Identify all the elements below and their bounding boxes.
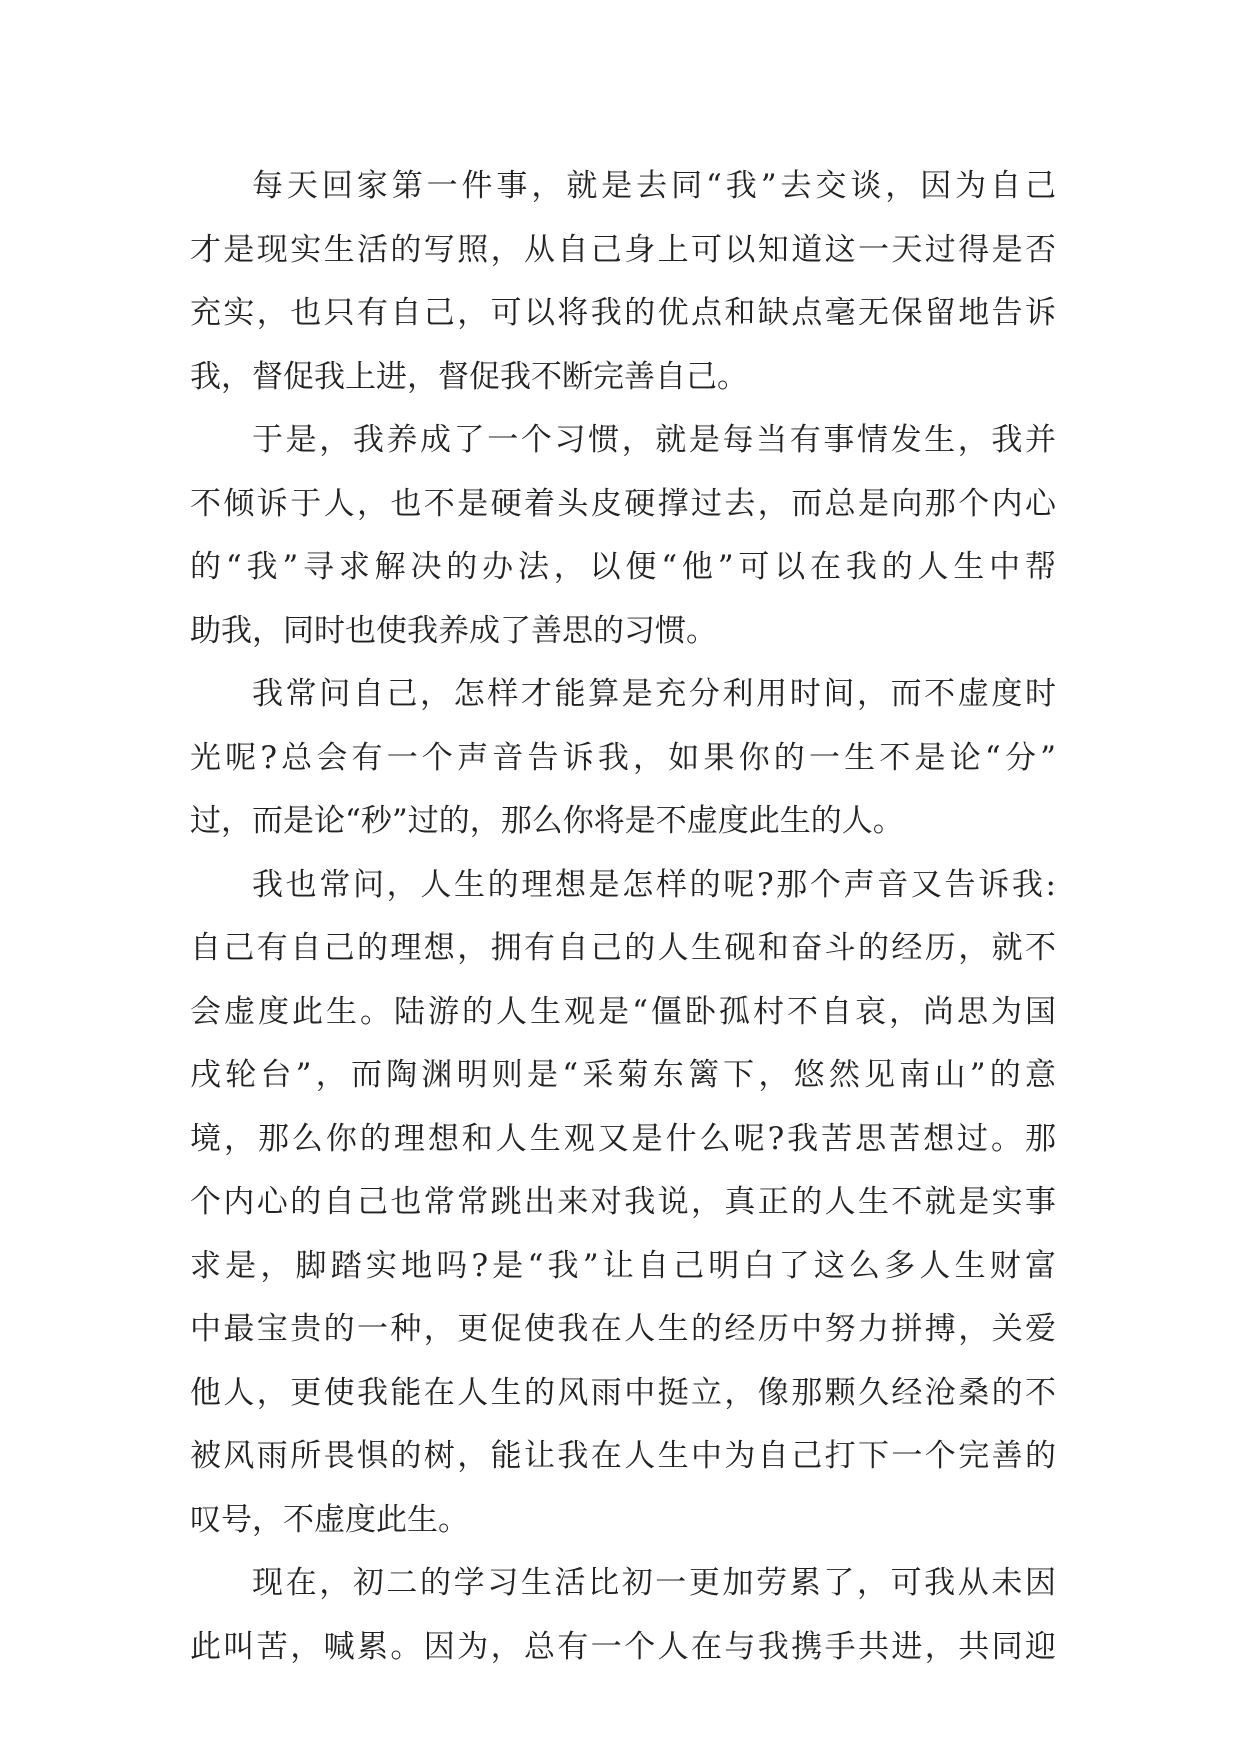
text-line: 才是现实生活的写照，从自己身上可以知道这一天过得是否 bbox=[190, 231, 1056, 268]
text-line: 我常问自己，怎样才能算是充分利用时间，而不虚度时 bbox=[252, 676, 1056, 712]
text-line: 光呢?总会有一个声音告诉我，如果你的一生不是论“分” bbox=[190, 739, 1056, 776]
text-line: 被风雨所畏惧的树，能让我在人生中为自己打下一个完善的 bbox=[190, 1438, 1056, 1474]
text-line: 我也常问，人生的理想是怎样的呢?那个声音又告诉我: bbox=[252, 866, 1056, 903]
text-line: 他人，更使我能在人生的风雨中挺立，像那颗久经沧桑的不 bbox=[190, 1374, 1056, 1411]
text-line: 我，督促我上进，督促我不断完善自己。 bbox=[190, 358, 748, 395]
text-line: 叹号，不虚度此生。 bbox=[190, 1501, 469, 1538]
text-line: 戌轮台”，而陶渊明则是“采菊东篱下，悠然见南山”的意 bbox=[190, 1057, 1056, 1093]
text-line: 助我，同时也使我养成了善思的习惯。 bbox=[190, 612, 717, 649]
text-line: 充实，也只有自己，可以将我的优点和缺点毫无保留地告诉 bbox=[190, 295, 1056, 331]
text-line: 的“我”寻求解决的办法，以便“他”可以在我的人生中帮 bbox=[190, 549, 1056, 585]
text-line: 个内心的自己也常常跳出来对我说，真正的人生不就是实事 bbox=[190, 1184, 1056, 1220]
text-line: 此叫苦，喊累。因为，总有一个人在与我携手共进，共同迎 bbox=[190, 1628, 1056, 1665]
text-line: 于是，我养成了一个习惯，就是每当有事情发生，我并 bbox=[252, 422, 1056, 458]
text-line: 过，而是论“秒”过的，那么你将是不虚度此生的人。 bbox=[190, 803, 904, 839]
text-line: 现在，初二的学习生活比初一更加劳累了，可我从未因 bbox=[252, 1565, 1056, 1601]
text-line: 自己有自己的理想，拥有自己的人生砚和奋斗的经历，就不 bbox=[190, 930, 1056, 966]
text-line: 境，那么你的理想和人生观又是什么呢?我苦思苦想过。那 bbox=[190, 1120, 1056, 1157]
text-line: 会虚度此生。陆游的人生观是“僵卧孤村不自哀，尚思为国 bbox=[190, 993, 1056, 1030]
text-line: 每天回家第一件事，就是去同“我”去交谈，因为自己 bbox=[252, 168, 1056, 204]
text-line: 中最宝贵的一种，更促使我在人生的经历中努力拼搏，关爱 bbox=[190, 1311, 1056, 1347]
document-body bbox=[190, 155, 1056, 1679]
text-line: 求是，脚踏实地吗?是“我”让自己明白了这么多人生财富 bbox=[190, 1247, 1056, 1284]
text-line: 不倾诉于人，也不是硬着头皮硬撑过去，而总是向那个内心 bbox=[190, 485, 1056, 522]
